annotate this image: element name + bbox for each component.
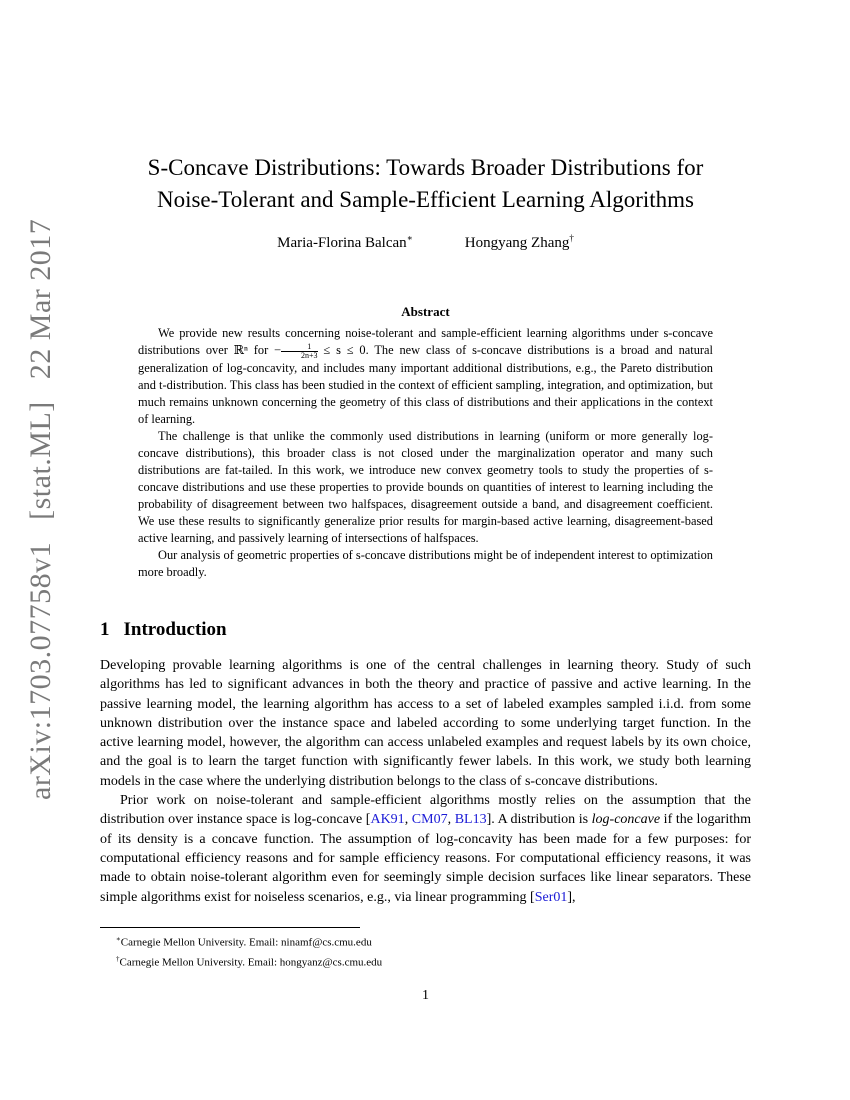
title-line-2: Noise-Tolerant and Sample-Efficient Learning Algorithms xyxy=(156,187,695,212)
body-text-span: if the logarithm of its density is a concave function. The assumption of log-concavity has been made for a few purposes: for computational efficiency reasons and for sample efficiency reasons. For computational efficiency reasons, it was made to obtain noise-tolerant algorithm even for seemingly simple decision surfaces like linear separators. These simple algorithms exist for noiseless scenarios, e.g., via linear programming [ xyxy=(100,812,751,905)
fraction-denominator: 2n+3 xyxy=(281,351,318,360)
arxiv-category: [stat.ML] xyxy=(24,401,57,520)
abstract-paragraph: The challenge is that unlike the commonly used distributions in learning (uniform or more generally log-concave distributions), this broader class is not closed under the marginalization operator and many such distributions are fat-tailed. In this work, we introduce new convex geometry tools to study the properties of s-concave distributions and use these properties to provide bounds on quantities of interest to learning including the probability of disagreement between two halfspaces, disagreement outside a band, and disagreement coefficient. We use these results to significantly generalize prior results for margin-based active learning, disagreement-based active learning, and passively learning of intersections of halfspaces. xyxy=(138,428,713,545)
body-text-span: Prior work on noise-tolerant and sample-efficient algorithms mostly relies on the assumption that the distribution over instance space is log-concave [ xyxy=(100,793,751,828)
footnote xyxy=(100,951,751,971)
body-paragraph: Prior work on noise-tolerant and sample-efficient algorithms mostly relies on the assumption that the distribution over instance space is log-concave [AK91, CM07, BL13]. A distribution is log-concave if the logarithm of its density is a concave function. The assumption of log-concavity has been made for a few purposes: for computational efficiency reasons and for sample efficiency reasons. For computational efficiency reasons, it was made to obtain noise-tolerant algorithm even for seemingly simple decision surfaces like linear separators. These simple algorithms exist for noiseless scenarios, e.g., via linear programming [Ser01], xyxy=(100,793,751,905)
paper-title xyxy=(100,152,751,216)
arxiv-date: 22 Mar 2017 xyxy=(24,218,57,380)
abstract-text: s-concave distributions over ℝⁿ for − xyxy=(138,326,713,357)
author xyxy=(465,233,574,252)
body-text xyxy=(100,656,751,907)
arxiv-id: arXiv:1703.07758v1 xyxy=(24,541,57,800)
abstract-paragraph: Our analysis of geometric properties of s-concave distributions might be of independent interest to optimization more broadly. xyxy=(138,547,713,579)
page-number: 1 xyxy=(422,988,429,1003)
author-list xyxy=(100,233,751,252)
footnotes xyxy=(100,931,751,970)
citation-link[interactable]: CM07 xyxy=(411,812,448,828)
math-fraction xyxy=(281,343,318,360)
author-name: Maria-Florina Balcan xyxy=(277,235,407,251)
citation-link[interactable]: Ser01 xyxy=(534,889,568,905)
section-heading xyxy=(100,619,227,641)
footnote-mark: † xyxy=(116,954,120,963)
author xyxy=(277,233,413,252)
arxiv-stamp xyxy=(24,205,58,800)
abstract-text: We provide new results concerning noise-tolerant and sample-efficient learning algorithms under xyxy=(158,326,659,340)
author-mark: † xyxy=(569,233,574,243)
body-paragraph: Developing provable learning algorithms is one of the central challenges in learning theory. Study of such algorithms has led to significant advances in both the theory and practice of passive and active learning. In the passive learning model, the learning algorithm has access to a set of labeled examples sampled i.i.d. from some unknown distribution over the instance space and labeled according to some underlying target function. In the active learning model, however, the algorithm can access unlabeled examples and request labels by its own choice, and the goal is to learn the target function with significantly fewer labels. In this work, we study both learning models in the case where the underlying distribution belongs to the class of s-concave distributions. xyxy=(100,658,751,789)
emphasis: log-concave xyxy=(591,812,661,828)
body-text-span: ], xyxy=(567,889,576,905)
footnote-text: Carnegie Mellon University. Email: hongyanz@cs.cmu.edu xyxy=(119,956,383,969)
abstract-heading: Abstract xyxy=(401,304,450,319)
footnote-divider xyxy=(100,927,360,928)
abstract-paragraph xyxy=(138,325,713,428)
abstract-body xyxy=(138,325,713,581)
citation-link[interactable]: BL13 xyxy=(454,812,487,828)
section-title: Introduction xyxy=(123,619,227,640)
title-line-1: S-Concave Distributions: Towards Broader Distributions for xyxy=(147,155,704,180)
fraction-numerator: 1 xyxy=(307,341,312,351)
section-number: 1 xyxy=(100,619,110,640)
footnote xyxy=(100,931,751,951)
author-mark: ∗ xyxy=(406,233,413,243)
citation-link[interactable]: AK91 xyxy=(370,812,405,828)
footnote-text: Carnegie Mellon University. Email: ninamf@cs.cmu.edu xyxy=(120,936,372,949)
abstract-text: ≤ s ≤ 0. The new class of s-concave distributions is a broad and natural generalization of log-concavity, and includes many important additional distributions, e.g., the Pareto distribution and t-distribution. This class has been studied in the context of efficient sampling, integration, and optimization, but much remains unknown concerning the geometry of this class of distributions and their applications in the context of learning. xyxy=(138,343,713,426)
body-text-span: ]. A distribution is xyxy=(486,812,592,828)
footnote-mark: ∗ xyxy=(116,935,121,943)
author-name: Hongyang Zhang xyxy=(464,235,570,251)
